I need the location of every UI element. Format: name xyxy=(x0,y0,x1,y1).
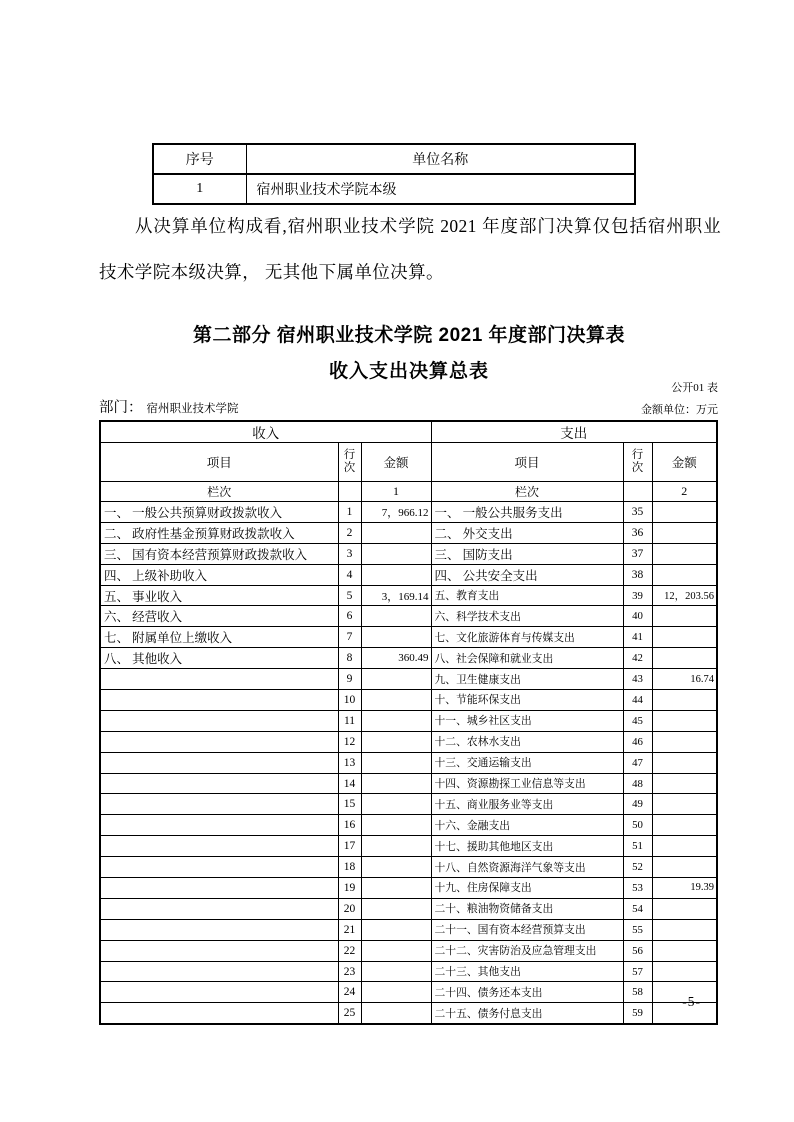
income-amount-cell xyxy=(361,919,431,940)
income-line-cell: 4 xyxy=(338,564,361,585)
expense-amount-cell xyxy=(652,731,717,752)
meta-line xyxy=(99,395,718,417)
expense-line-cell: 53 xyxy=(623,878,652,899)
income-amount-cell xyxy=(361,669,431,690)
income-line-cell: 13 xyxy=(338,752,361,773)
expense-amount-cell xyxy=(652,919,717,940)
expense-amount-cell xyxy=(652,857,717,878)
expense-amount-cell xyxy=(652,815,717,836)
income-expense-table xyxy=(99,420,718,1025)
income-item-cell xyxy=(100,940,338,961)
expense-line-cell: 35 xyxy=(623,502,652,523)
income-item-cell xyxy=(100,919,338,940)
expense-line-cell: 52 xyxy=(623,857,652,878)
expense-item-cell: 十八、自然资源海洋气象等支出 xyxy=(431,857,623,878)
income-item-cell: 八、 其他收入 xyxy=(100,648,338,669)
income-line-cell: 20 xyxy=(338,898,361,919)
income-item-cell xyxy=(100,961,338,982)
income-line-cell: 5 xyxy=(338,585,361,606)
income-item-cell: 五、 事业收入 xyxy=(100,585,338,606)
expense-item-cell: 二十、粮油物资储备支出 xyxy=(431,898,623,919)
expense-amount-cell xyxy=(652,752,717,773)
unit-row-name: 宿州职业技术学院本级 xyxy=(246,174,635,204)
expense-item-cell: 十七、援助其他地区支出 xyxy=(431,836,623,857)
unit-list-table xyxy=(152,143,636,205)
table-row xyxy=(100,752,717,773)
expense-item-cell: 三、 国防支出 xyxy=(431,543,623,564)
expense-line-cell: 50 xyxy=(623,815,652,836)
table-row xyxy=(100,502,717,523)
table-row xyxy=(100,522,717,543)
expense-item-cell: 六、科学技术支出 xyxy=(431,606,623,627)
income-amount-cell xyxy=(361,773,431,794)
expense-line-cell: 38 xyxy=(623,564,652,585)
amount-unit-note: 金额单位：万元 xyxy=(641,404,718,416)
expense-line-cell: 47 xyxy=(623,752,652,773)
expense-amount-cell xyxy=(652,898,717,919)
income-line-cell: 7 xyxy=(338,627,361,648)
income-amount-cell xyxy=(361,752,431,773)
income-line-cell: 1 xyxy=(338,502,361,523)
income-item-cell xyxy=(100,898,338,919)
table-row xyxy=(100,690,717,711)
expense-item-cell: 十二、农林水支出 xyxy=(431,731,623,752)
table-row xyxy=(100,564,717,585)
income-line-cell: 22 xyxy=(338,940,361,961)
income-item-cell: 六、 经营收入 xyxy=(100,606,338,627)
income-item-cell: 七、 附属单位上缴收入 xyxy=(100,627,338,648)
income-item-cell xyxy=(100,731,338,752)
unit-table-header-name: 单位名称 xyxy=(246,144,635,174)
table-title: 收入支出决算总表 xyxy=(328,361,489,382)
expense-amount-cell xyxy=(652,710,717,731)
table-row xyxy=(100,585,717,606)
income-col-index: 1 xyxy=(361,482,431,502)
expense-item-cell: 八、社会保障和就业支出 xyxy=(431,648,623,669)
expense-line-cell: 40 xyxy=(623,606,652,627)
income-amount-cell xyxy=(361,606,431,627)
expense-item-cell: 九、卫生健康支出 xyxy=(431,669,623,690)
column-header-row xyxy=(100,443,717,482)
table-row xyxy=(100,961,717,982)
expense-lanci-blank xyxy=(623,482,652,502)
expense-item-cell: 二十五、债务付息支出 xyxy=(431,1003,623,1024)
income-item-cell xyxy=(100,752,338,773)
expense-amount-cell xyxy=(652,522,717,543)
table-row xyxy=(100,627,717,648)
table-row xyxy=(100,878,717,899)
table-row xyxy=(100,773,717,794)
income-line-cell: 18 xyxy=(338,857,361,878)
expense-line-cell: 42 xyxy=(623,648,652,669)
expense-item-cell: 十五、商业服务业等支出 xyxy=(431,794,623,815)
income-amount-cell xyxy=(361,522,431,543)
unit-row-no: 1 xyxy=(153,174,246,204)
table-row xyxy=(100,794,717,815)
income-amount-cell xyxy=(361,898,431,919)
page-number: -5- xyxy=(682,994,701,1009)
income-line-cell: 25 xyxy=(338,1003,361,1024)
income-item-cell xyxy=(100,857,338,878)
table-row xyxy=(100,648,717,669)
table-row xyxy=(100,857,717,878)
table-row xyxy=(100,898,717,919)
table-row xyxy=(100,606,717,627)
expense-line-cell: 39 xyxy=(623,585,652,606)
income-amount-cell: 360.49 xyxy=(361,648,431,669)
income-amount-cell xyxy=(361,543,431,564)
income-line-cell: 16 xyxy=(338,815,361,836)
expense-item-cell: 五、教育支出 xyxy=(431,585,623,606)
expense-item-cell: 一、 一般公共服务支出 xyxy=(431,502,623,523)
table-row xyxy=(100,919,717,940)
expense-col-index: 2 xyxy=(652,482,717,502)
expense-amount-cell xyxy=(652,961,717,982)
table-row xyxy=(100,543,717,564)
expense-item-cell: 二十四、债务还本支出 xyxy=(431,982,623,1003)
income-amount-cell xyxy=(361,731,431,752)
table-row xyxy=(100,940,717,961)
department-field xyxy=(99,396,239,417)
expense-item-cell: 二十三、其他支出 xyxy=(431,961,623,982)
expense-line-cell: 36 xyxy=(623,522,652,543)
income-amount-cell xyxy=(361,815,431,836)
table-row xyxy=(100,710,717,731)
expense-item-cell: 四、 公共安全支出 xyxy=(431,564,623,585)
income-line-cell: 15 xyxy=(338,794,361,815)
income-amount-cell: 7，966.12 xyxy=(361,502,431,523)
expense-lanci-label: 栏次 xyxy=(431,482,623,502)
department-label: 部门： xyxy=(99,400,143,416)
income-item-cell: 二、 政府性基金预算财政拨款收入 xyxy=(100,522,338,543)
expense-amount-header: 金额 xyxy=(652,443,717,482)
expense-line-cell: 37 xyxy=(623,543,652,564)
expense-line-cell: 54 xyxy=(623,898,652,919)
income-line-cell: 8 xyxy=(338,648,361,669)
expense-line-cell: 57 xyxy=(623,961,652,982)
expense-amount-cell: 19.39 xyxy=(652,878,717,899)
expense-line-cell: 56 xyxy=(623,940,652,961)
income-item-cell xyxy=(100,773,338,794)
income-item-cell xyxy=(100,669,338,690)
expense-amount-cell: 16.74 xyxy=(652,669,717,690)
intro-paragraph: 从决算单位构成看,宿州职业技术学院 2021 年度部门决算仅包括宿州职业技术学院本级决算， 无其他下属单位决算。 xyxy=(99,216,721,282)
income-item-cell xyxy=(100,794,338,815)
group-header-row xyxy=(100,421,717,443)
income-line-cell: 12 xyxy=(338,731,361,752)
income-line-cell: 21 xyxy=(338,919,361,940)
expense-item-cell: 十六、金融支出 xyxy=(431,815,623,836)
expense-item-cell: 七、文化旅游体育与传媒支出 xyxy=(431,627,623,648)
income-line-cell: 17 xyxy=(338,836,361,857)
income-amount-header: 金额 xyxy=(361,443,431,482)
expense-line-header: 行 次 xyxy=(623,443,652,482)
expense-line-cell: 46 xyxy=(623,731,652,752)
income-line-cell: 23 xyxy=(338,961,361,982)
income-line-cell: 14 xyxy=(338,773,361,794)
expense-item-cell: 二、 外交支出 xyxy=(431,522,623,543)
table-row xyxy=(100,836,717,857)
table-row xyxy=(100,669,717,690)
table-row xyxy=(100,731,717,752)
expense-amount-cell xyxy=(652,940,717,961)
expense-group-header: 支出 xyxy=(431,421,717,443)
expense-amount-cell xyxy=(652,564,717,585)
column-index-row xyxy=(100,482,717,502)
income-lanci-blank xyxy=(338,482,361,502)
expense-amount-cell xyxy=(652,648,717,669)
table-row xyxy=(100,815,717,836)
table-row xyxy=(153,174,635,204)
expense-item-cell: 十九、住房保障支出 xyxy=(431,878,623,899)
income-line-cell: 19 xyxy=(338,878,361,899)
income-amount-cell xyxy=(361,878,431,899)
income-amount-cell xyxy=(361,940,431,961)
unit-table-header-row xyxy=(153,144,635,174)
expense-amount-cell xyxy=(652,606,717,627)
expense-item-cell: 十四、资源勘探工业信息等支出 xyxy=(431,773,623,794)
income-line-cell: 11 xyxy=(338,710,361,731)
expense-amount-cell xyxy=(652,690,717,711)
expense-line-cell: 48 xyxy=(623,773,652,794)
income-amount-cell xyxy=(361,794,431,815)
income-item-cell xyxy=(100,878,338,899)
income-item-cell xyxy=(100,836,338,857)
section-title: 第二部分 宿州职业技术学院 2021 年度部门决算表 xyxy=(192,325,626,346)
expense-line-cell: 41 xyxy=(623,627,652,648)
income-line-cell: 9 xyxy=(338,669,361,690)
expense-line-cell: 49 xyxy=(623,794,652,815)
income-item-cell xyxy=(100,710,338,731)
expense-line-cell: 55 xyxy=(623,919,652,940)
income-group-header: 收入 xyxy=(100,421,431,443)
income-amount-cell xyxy=(361,857,431,878)
expense-item-cell: 十三、交通运输支出 xyxy=(431,752,623,773)
expense-line-cell: 43 xyxy=(623,669,652,690)
form-number: 公开01 表 xyxy=(671,382,718,394)
income-item-cell: 三、 国有资本经营预算财政拨款收入 xyxy=(100,543,338,564)
expense-amount-cell xyxy=(652,502,717,523)
expense-amount-cell: 12，203.56 xyxy=(652,585,717,606)
expense-line-cell: 44 xyxy=(623,690,652,711)
income-line-header: 行 次 xyxy=(338,443,361,482)
expense-amount-cell xyxy=(652,543,717,564)
expense-line-cell: 51 xyxy=(623,836,652,857)
expense-item-cell: 十一、城乡社区支出 xyxy=(431,710,623,731)
income-lanci-label: 栏次 xyxy=(100,482,338,502)
unit-table-header-no: 序号 xyxy=(153,144,246,174)
income-amount-cell: 3，169.14 xyxy=(361,585,431,606)
expense-line-cell: 45 xyxy=(623,710,652,731)
income-line-cell: 6 xyxy=(338,606,361,627)
expense-item-cell: 十、节能环保支出 xyxy=(431,690,623,711)
income-item-cell: 一、 一般公共预算财政拨款收入 xyxy=(100,502,338,523)
income-amount-cell xyxy=(361,710,431,731)
income-amount-cell xyxy=(361,690,431,711)
expense-amount-cell xyxy=(652,794,717,815)
income-amount-cell xyxy=(361,564,431,585)
expense-amount-cell xyxy=(652,627,717,648)
expense-amount-cell xyxy=(652,836,717,857)
expense-amount-cell xyxy=(652,773,717,794)
income-item-cell: 四、 上级补助收入 xyxy=(100,564,338,585)
expense-item-header: 项目 xyxy=(431,443,623,482)
income-item-cell xyxy=(100,690,338,711)
income-item-cell xyxy=(100,815,338,836)
income-line-cell: 3 xyxy=(338,543,361,564)
income-line-cell: 24 xyxy=(338,982,361,1003)
income-amount-cell xyxy=(361,836,431,857)
income-amount-cell xyxy=(361,961,431,982)
income-amount-cell xyxy=(361,627,431,648)
income-item-header: 项目 xyxy=(100,443,338,482)
expense-line-cell: 59 xyxy=(623,1003,652,1024)
income-line-cell: 2 xyxy=(338,522,361,543)
expense-item-cell: 二十二、灾害防治及应急管理支出 xyxy=(431,940,623,961)
expense-item-cell: 二十一、国有资本经营预算支出 xyxy=(431,919,623,940)
expense-line-cell: 58 xyxy=(623,982,652,1003)
department-value: 宿州职业技术学院 xyxy=(146,403,239,415)
income-line-cell: 10 xyxy=(338,690,361,711)
